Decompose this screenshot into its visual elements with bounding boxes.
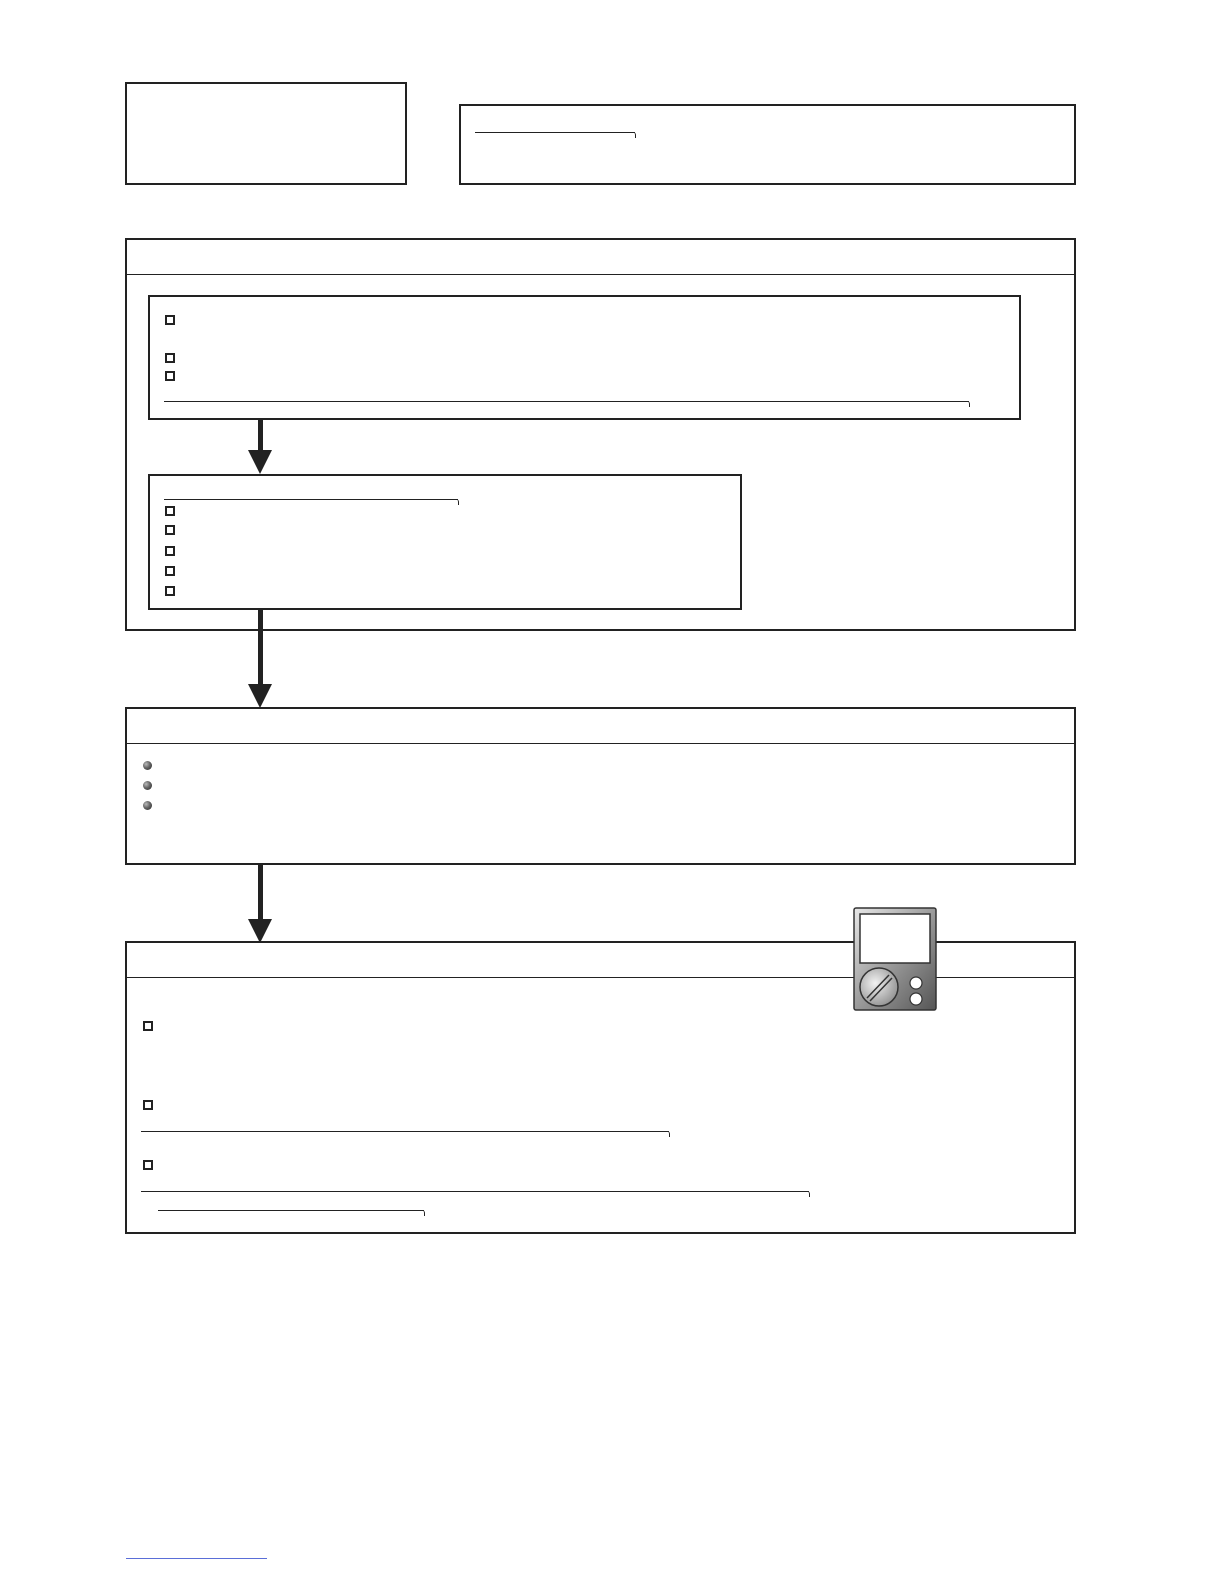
stage2-box (125, 707, 1076, 865)
stage3-underline (141, 1191, 809, 1193)
remote-controller-icon (853, 907, 937, 1011)
header-left-box (125, 82, 407, 185)
checkbox[interactable] (165, 506, 175, 516)
checkbox[interactable] (165, 525, 175, 535)
stage3-underline (141, 1131, 669, 1133)
stage3-underline (158, 1210, 424, 1212)
bullet-icon (143, 761, 152, 770)
footer-link[interactable] (126, 1558, 267, 1559)
subbox-b-underline (164, 499, 458, 501)
checkbox[interactable] (143, 1100, 153, 1110)
stage1-header (127, 240, 1074, 275)
stage1-box (125, 238, 1076, 631)
checkbox[interactable] (165, 353, 175, 363)
checkbox[interactable] (143, 1160, 153, 1170)
arrow-shaft (258, 419, 263, 451)
checkbox[interactable] (165, 315, 175, 325)
arrow-shaft (258, 865, 263, 920)
stage1-subbox-b (148, 474, 742, 610)
header-right-underline (475, 132, 635, 134)
arrow-shaft (258, 609, 263, 685)
bullet-icon (143, 781, 152, 790)
bullet-icon (143, 801, 152, 810)
checkbox[interactable] (143, 1021, 153, 1031)
arrow-head-icon (248, 919, 272, 943)
checkbox[interactable] (165, 566, 175, 576)
arrow-head-icon (248, 450, 272, 474)
header-right-box (459, 104, 1076, 185)
stage2-header (127, 709, 1074, 744)
arrow-head-icon (248, 684, 272, 708)
checkbox[interactable] (165, 371, 175, 381)
subbox-a-underline (164, 401, 969, 403)
checkbox[interactable] (165, 546, 175, 556)
stage1-subbox-a (148, 295, 1021, 420)
checkbox[interactable] (165, 586, 175, 596)
